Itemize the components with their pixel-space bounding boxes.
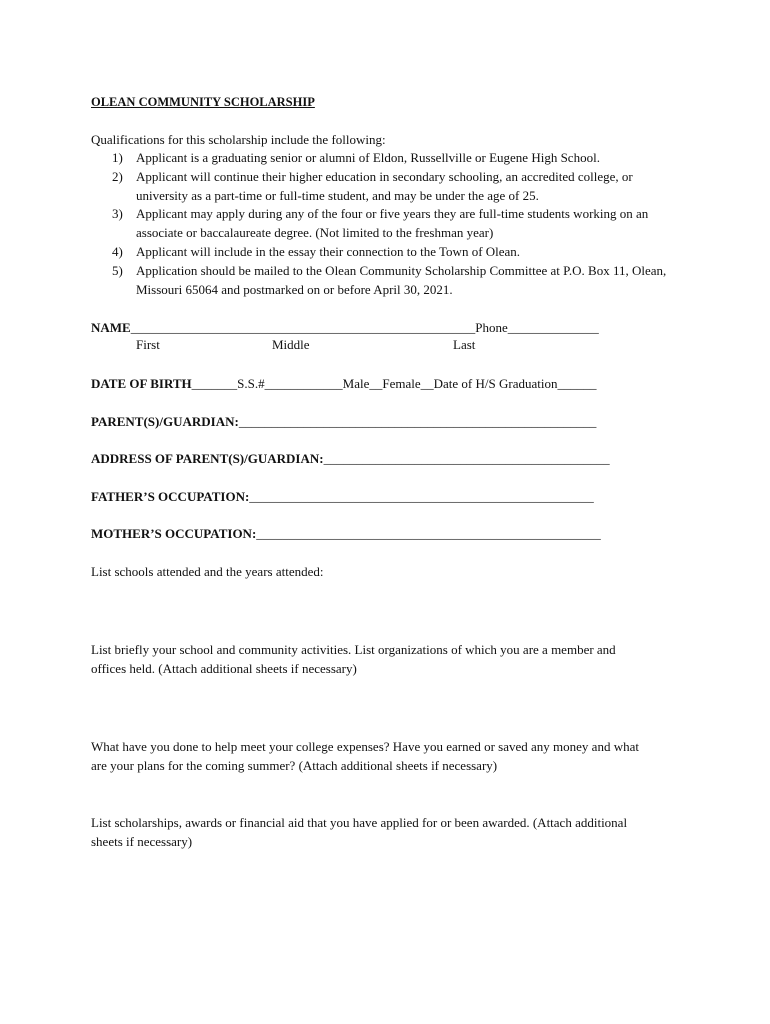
- document-title: OLEAN COMMUNITY SCHOLARSHIP: [91, 95, 315, 109]
- qualification-item: [112, 262, 682, 300]
- qualification-text: Applicant is a graduating senior or alumni of Eldon, Russellville or Eugene High School.: [136, 150, 600, 165]
- activities-question-line2: offices held. (Attach additional sheets if necessary): [91, 661, 357, 676]
- qualification-item: [112, 243, 682, 262]
- birth-row: [91, 375, 596, 393]
- qualification-number: 5): [112, 262, 123, 278]
- qualification-number: 2): [112, 168, 123, 184]
- qualification-item: [112, 149, 682, 168]
- qualification-text: Application should be mailed to the Olean Community Scholarship Committee at P.O. Box 11, Olean, Missouri 65064 and postmarked on or before April 30, 2021.: [136, 262, 667, 297]
- last-name-caption: Last: [453, 337, 476, 352]
- ss-field[interactable]: ____________: [264, 376, 343, 391]
- parent-label: PARENT(S)/GUARDIAN:: [91, 414, 239, 429]
- father-occupation-field[interactable]: _____________________________________________________: [249, 489, 594, 504]
- name-field[interactable]: _____________________________________________________: [130, 320, 476, 335]
- qualification-text: Applicant will continue their higher education in secondary schooling, an accredited college, or university as a part-time or full-time student, and may be under the age of 25.: [136, 168, 633, 203]
- qualification-text: Applicant may apply during any of the four or five years they are full-time students working on an associate or baccalaureate degree. (Not limited to the freshman year): [136, 206, 649, 241]
- name-row: [91, 319, 599, 337]
- parent-row: [91, 413, 596, 431]
- ss-label: S.S.#: [237, 376, 265, 391]
- dob-field[interactable]: _______: [191, 376, 238, 391]
- qualifications-intro: Qualifications for this scholarship include the following:: [91, 132, 386, 147]
- female-field[interactable]: __: [420, 376, 434, 391]
- dob-label: DATE OF BIRTH: [91, 376, 192, 391]
- father-row: [91, 488, 594, 506]
- male-field[interactable]: __: [369, 376, 383, 391]
- address-label: ADDRESS OF PARENT(S)/GUARDIAN:: [91, 451, 324, 466]
- activities-question-line1: List briefly your school and community activities. List organizations of which you are a member and: [91, 642, 616, 657]
- female-label: Female: [382, 376, 421, 391]
- qualification-number: 4): [112, 243, 123, 259]
- mother-occupation-field[interactable]: _____________________________________________________: [256, 526, 601, 541]
- schools-question: List schools attended and the years attended:: [91, 564, 324, 579]
- graduation-label: Date of H/S Graduation: [433, 376, 558, 391]
- qualification-number: 1): [112, 150, 123, 165]
- male-label: Male: [342, 376, 370, 391]
- expenses-question-line1: What have you done to help meet your college expenses? Have you earned or saved any money and what: [91, 739, 639, 754]
- expenses-question-line2: are your plans for the coming summer? (Attach additional sheets if necessary): [91, 758, 498, 773]
- middle-name-caption: Middle: [272, 337, 310, 352]
- phone-label: Phone: [475, 320, 508, 335]
- name-label: NAME: [91, 320, 131, 335]
- qualification-item: [112, 168, 682, 206]
- graduation-field[interactable]: ______: [557, 376, 597, 391]
- qualification-text: Applicant will include in the essay their connection to the Town of Olean.: [136, 243, 521, 259]
- address-row: [91, 450, 610, 468]
- first-name-caption: First: [136, 337, 160, 352]
- qualification-number: 3): [112, 206, 123, 222]
- qualifications-list: [112, 149, 682, 299]
- address-field[interactable]: ____________________________________________: [323, 451, 610, 466]
- qualification-item: [112, 205, 682, 243]
- scholarships-question-line1: List scholarships, awards or financial aid that you have applied for or been awarded. (Attach additional: [91, 815, 628, 830]
- parent-field[interactable]: _______________________________________________________: [238, 414, 597, 429]
- mother-row: [91, 525, 601, 543]
- scholarships-question-line2: sheets if necessary): [91, 834, 193, 849]
- mother-occupation-label: MOTHER’S OCCUPATION:: [91, 526, 257, 541]
- father-occupation-label: FATHER’S OCCUPATION:: [91, 489, 250, 504]
- phone-field[interactable]: ______________: [507, 320, 599, 335]
